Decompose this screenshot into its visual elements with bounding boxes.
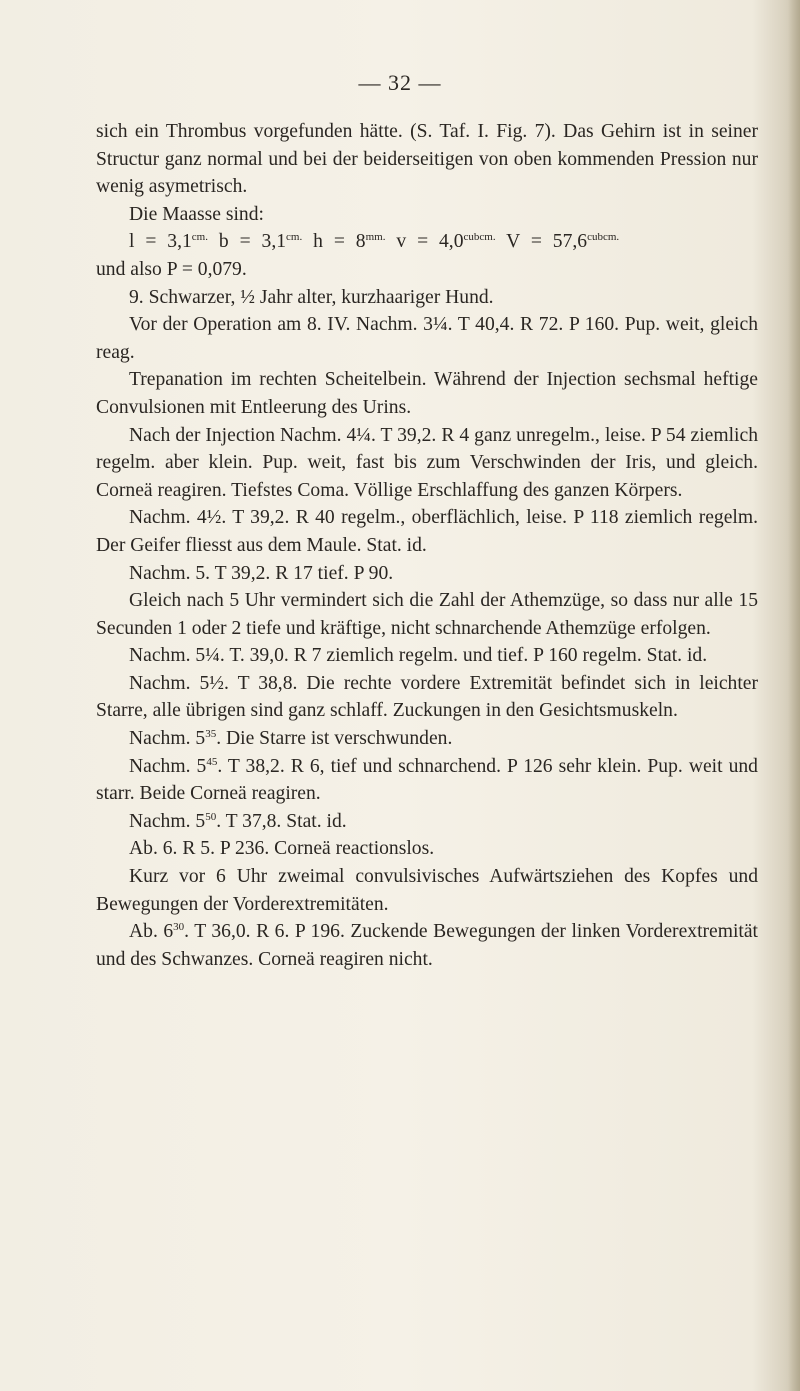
page-edge-shadow	[788, 0, 800, 1391]
unit-cm: cm.	[286, 231, 303, 244]
measure-v: v = 4,0	[385, 231, 464, 253]
time-minutes: 35	[205, 728, 217, 741]
paragraph: Ab. 6. R 5. P 236. Corneä reactionslos.	[129, 838, 435, 860]
paragraph: Trepanation im rechten Scheitelbein. Während der Injection sechsmal heftige Convulsionen mit Entleerung des Urins.	[96, 369, 758, 418]
paragraph: Nachm. 5½. T 38,8. Die rechte vordere Extremität befindet sich in leichter Starre, alle übrigen sind ganz schlaff. Zuckungen in den Gesichtsmuskeln.	[96, 672, 758, 722]
entry-text: . T 38,2. R 6, tief und schnarchend. P 126 sehr klein. Pup. weit und starr. Beide Corneä reagiren.	[96, 755, 758, 805]
paragraph: Nach der Injection Nachm. 4¼. T 39,2. R 4 ganz unregelm., leise. P 54 ziemlich regelm. aber klein. Pup. weit, fast bis zum Verschwinden der Iris, und gleich. Corneä reagiren. Tiefstes Coma. Völlige Erschlaffung des ganzen Körpers.	[96, 424, 758, 501]
measure-V: V = 57,6	[495, 231, 588, 253]
time-prefix: Ab. 6	[129, 921, 174, 943]
unit-cubcm: cubcm.	[587, 231, 620, 244]
paragraph: Kurz vor 6 Uhr zweimal convulsivisches Aufwärtsziehen des Kopfes und Bewegungen der Vorderextremitäten.	[96, 866, 758, 915]
paragraph	[96, 753, 758, 808]
measurements-line	[96, 228, 758, 256]
paragraph: sich ein Thrombus vorgefunden hätte. (S. Taf. I. Fig. 7). Das Gehirn ist in seiner Structur ganz normal und bei der beiderseitigen von oben kommenden Pression nur wenig asymetrisch.	[96, 121, 758, 198]
paragraph: Vor der Operation am 8. IV. Nachm. 3¼. T 40,4. R 72. P 160. Pup. weit, gleich reag.	[96, 314, 758, 363]
page-number: — 32 —	[358, 70, 442, 95]
entry-text: . Die Starre ist verschwunden.	[216, 728, 453, 750]
time-minutes: 45	[206, 755, 218, 768]
entry-text: . T 36,0. R 6. P 196. Zuckende Bewegungen der linken Vorderextremität und des Schwanzes. Corneä reagiren nicht.	[96, 921, 758, 970]
case-heading: 9. Schwarzer, ½ Jahr alter, kurzhaariger Hund.	[129, 286, 494, 308]
unit-cubcm: cubcm.	[463, 231, 496, 244]
time-prefix: Nachm. 5	[129, 810, 206, 832]
paragraph: Nachm. 4½. T 39,2. R 40 regelm., oberflächlich, leise. P 118 ziemlich regelm. Der Geifer fliesst aus dem Maule. Stat. id.	[96, 507, 758, 556]
paragraph: Nachm. 5. T 39,2. R 17 tief. P 90.	[129, 562, 394, 584]
time-minutes: 50	[205, 810, 217, 823]
paragraph: und also P = 0,079.	[96, 258, 247, 280]
measure-b: b = 3,1	[208, 231, 287, 253]
time-prefix: Nachm. 5	[129, 755, 207, 777]
paragraph: Nachm. 5¼. T. 39,0. R 7 ziemlich regelm. und tief. P 160 regelm. Stat. id.	[129, 645, 708, 667]
unit-cm: cm.	[191, 231, 208, 244]
paragraph	[96, 725, 758, 753]
body-text	[96, 118, 758, 973]
time-prefix: Nachm. 5	[129, 728, 206, 750]
time-minutes: 30	[173, 921, 185, 934]
measure-h: h = 8	[302, 231, 366, 253]
paragraph	[96, 808, 758, 836]
paragraph: Gleich nach 5 Uhr vermindert sich die Zahl der Athemzüge, so dass nur alle 15 Secunden 1 oder 2 tiefe und kräftige, nicht schnarchende Athemzüge erfolgen.	[96, 590, 758, 639]
unit-mm: mm.	[365, 231, 386, 244]
paragraph: Die Maasse sind:	[129, 203, 264, 225]
paragraph	[96, 918, 758, 973]
measure-l: l = 3,1	[129, 231, 192, 253]
entry-text: . T 37,8. Stat. id.	[216, 810, 347, 832]
